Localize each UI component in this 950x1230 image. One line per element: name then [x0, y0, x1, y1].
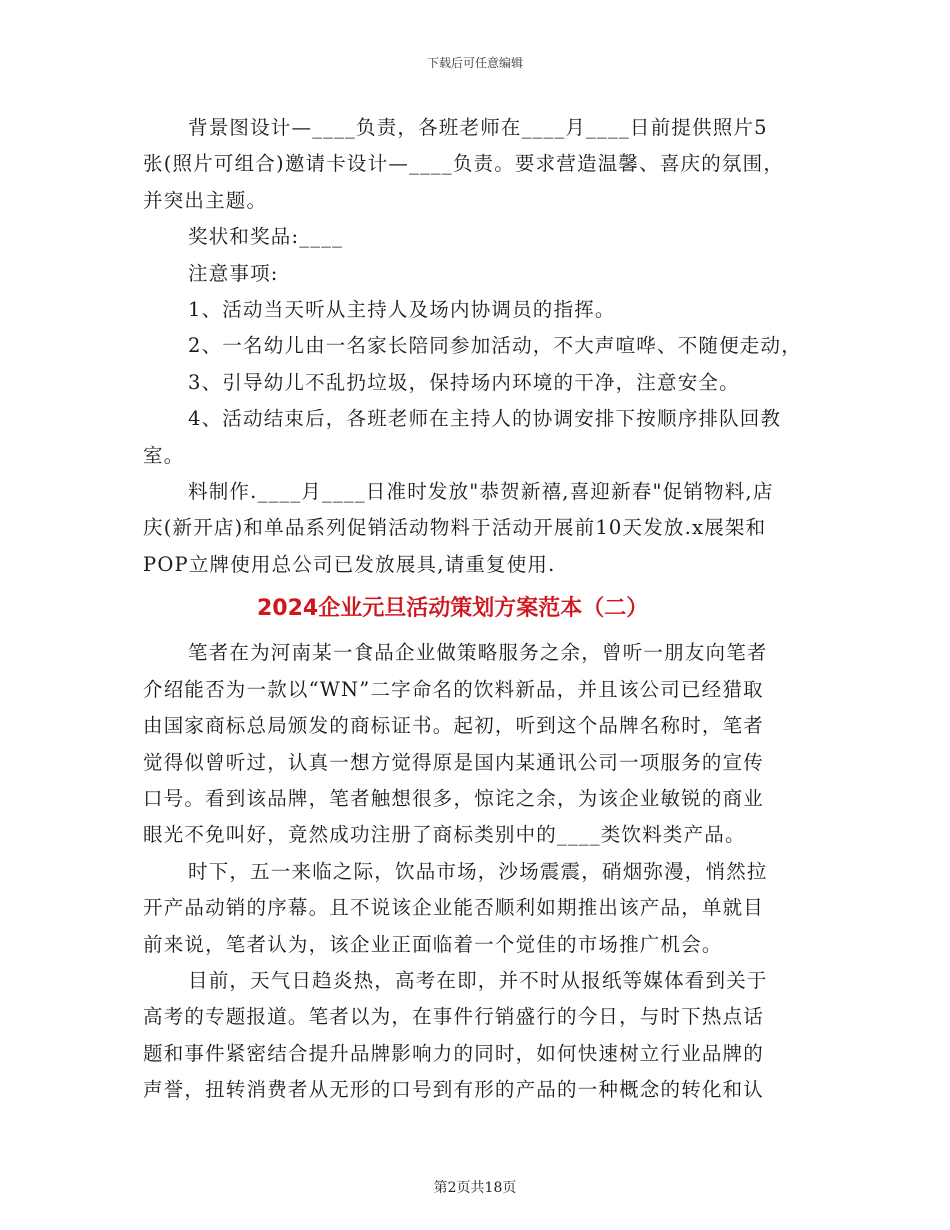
- page-header: 下载后可任意编辑: [426, 56, 523, 70]
- paragraph-line: POP立牌使用总公司已发放展具,请重复使用.: [143, 552, 556, 576]
- paragraph-line: 4、活动结束后，各班老师在主持人的协调安排下按顺序排队回教: [188, 407, 782, 431]
- paragraph-line: 目前，天气日趋炎热，高考在即，并不时从报纸等媒体看到关于: [188, 968, 768, 992]
- paragraph-line: 前来说，笔者认为，该企业正面临着一个觉佳的市场推广机会。: [143, 932, 723, 956]
- paragraph-line: 声誉，扭转消费者从无形的口号到有形的产品的一种概念的转化和认: [143, 1078, 765, 1102]
- paragraph-line: 由国家商标总局颁发的商标证书。起初，听到这个品牌名称时，笔者: [143, 714, 765, 738]
- paragraph-line: 室。: [143, 443, 185, 467]
- document-body: [143, 110, 808, 1109]
- paragraph-line: 背景图设计—____负责，各班老师在____月____日前提供照片5: [188, 116, 768, 139]
- paragraph-line: 口号。看到该品牌，笔者触想很多，惊诧之余，为该企业敏锐的商业: [143, 786, 765, 810]
- paragraph-line: 1、活动当天听从主持人及场内协调员的指挥。: [188, 298, 616, 322]
- paragraph-line: 时下，五一来临之际，饮品市场，沙场震震，硝烟弥漫，悄然拉: [188, 859, 768, 883]
- section-title: 2024企业元旦活动策划方案范本（二）: [257, 596, 649, 622]
- paragraph-line: 张(照片可组合)邀请卡设计—____负责。要求营造温馨、喜庆的氛围，: [143, 152, 785, 176]
- paragraph-line: 觉得似曾听过，认真一想方觉得原是国内某通讯公司一项服务的宣传: [143, 750, 765, 774]
- section-1: [143, 110, 808, 583]
- paragraph-line: 庆(新开店)和单品系列促销活动物料于活动开展前10天发放.x展架和: [143, 516, 767, 540]
- paragraph-line: 奖状和奖品:____: [188, 225, 344, 249]
- paragraph-line: 笔者在为河南某一食品企业做策略服务之余，曾听一朋友向笔者: [188, 641, 768, 665]
- paragraph-line: 开产品动销的序幕。且不说该企业能否顺利如期推出该产品，单就目: [143, 896, 765, 920]
- paragraph-line: 介绍能否为一款以“WN”二字命名的饮料新品，并且该公司已经猎取: [143, 677, 764, 701]
- page-footer: 第2页共18页: [433, 1180, 517, 1196]
- paragraph-line: 高考的专题报道。笔者以为，在事件行销盛行的今日，与时下热点话: [143, 1005, 765, 1029]
- paragraph-line: 注意事项:: [188, 261, 279, 285]
- section-2: [143, 635, 808, 1108]
- paragraph-line: 眼光不免叫好，竟然成功注册了商标类别中的____类饮料类产品。: [143, 823, 746, 847]
- paragraph-line: 3、引导幼儿不乱扔垃圾，保持场内环境的干净，注意安全。: [188, 370, 740, 394]
- paragraph-line: 2、一名幼儿由一名家长陪同参加活动，不大声喧哗、不随便走动，: [188, 334, 802, 358]
- paragraph-line: 料制作.____月____日准时发放"恭贺新禧,喜迎新春"促销物料,店: [188, 480, 774, 504]
- paragraph-line: 并突出主题。: [143, 188, 268, 212]
- paragraph-line: 题和事件紧密结合提升品牌影响力的同时，如何快速树立行业品牌的: [143, 1041, 765, 1065]
